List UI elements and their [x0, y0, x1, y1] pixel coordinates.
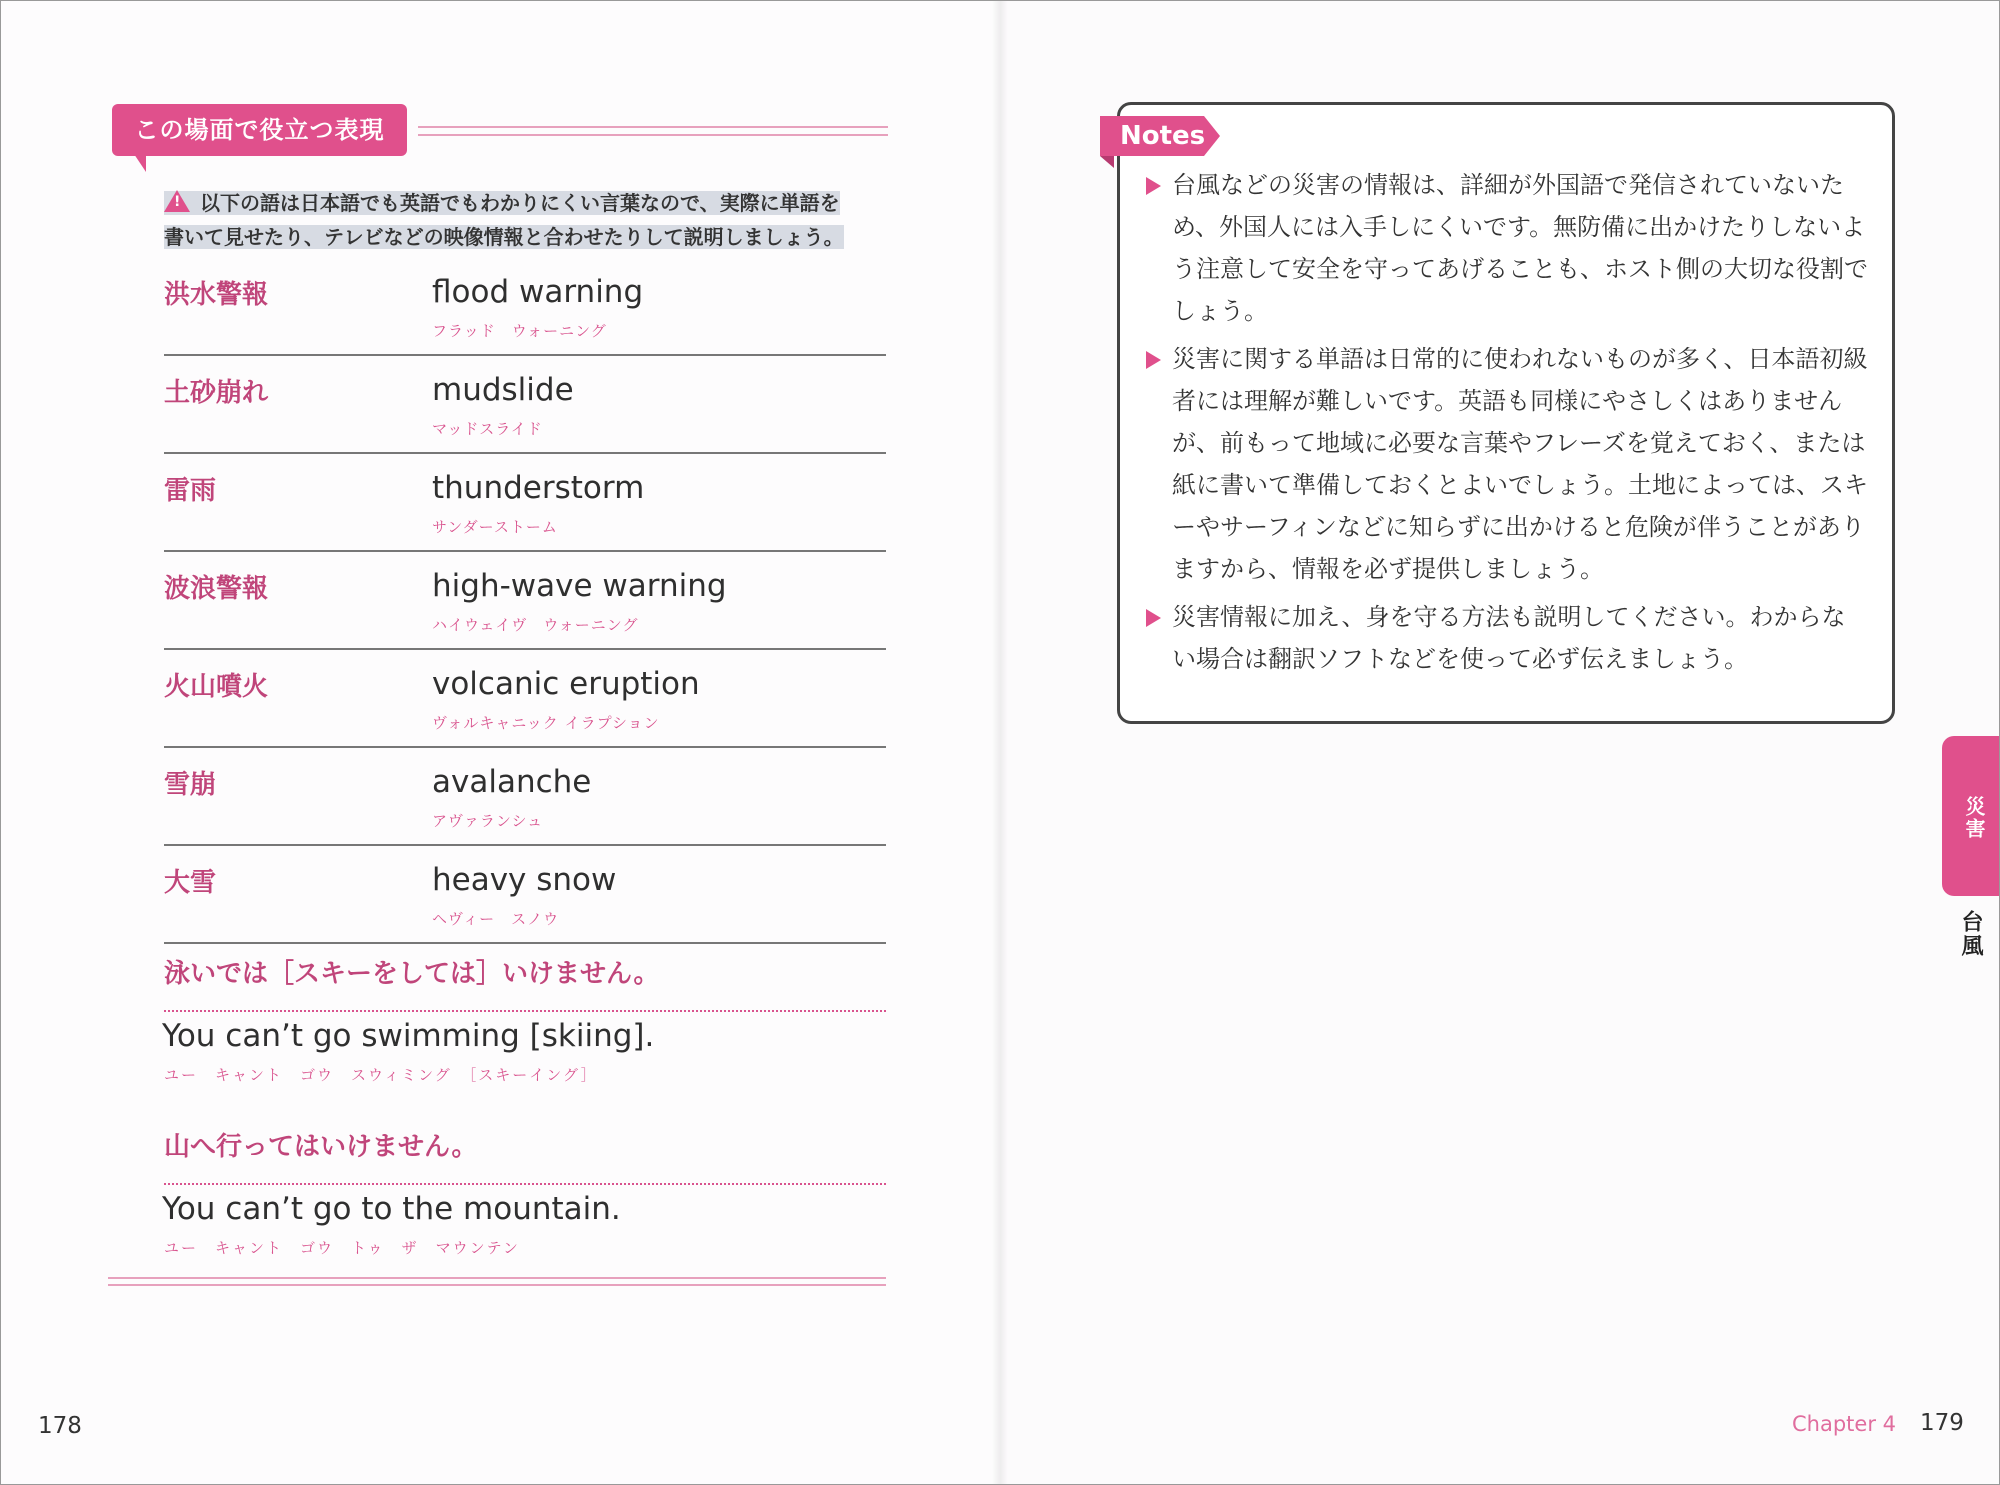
vocab-row: [164, 554, 886, 650]
warning-triangle-icon: [164, 190, 190, 212]
vocab-jp: 火山噴火: [164, 672, 269, 702]
note-item: [1146, 338, 1868, 590]
note-item: [1146, 596, 1868, 680]
vocab-en: heavy snow: [432, 862, 617, 898]
vocab-list: [164, 260, 886, 946]
side-tab-label: 災害: [1962, 796, 1986, 840]
vocab-kana: フラッド ウォーニング: [432, 322, 607, 340]
example-kana: ユー キャント ゴウ スウィミング ［スキーイング］: [164, 1066, 598, 1084]
vocab-en: volcanic eruption: [432, 666, 700, 702]
notice-line-1: 以下の語は日本語でも英語でもわかりにくい言葉なので、実際に単語を: [200, 191, 840, 215]
example-en: You can’t go to the mountain.: [162, 1191, 621, 1227]
vocab-kana: アヴァランシュ: [432, 812, 544, 830]
section-tag: この場面で役立つ表現: [112, 104, 407, 156]
vocab-kana: ハイウェイヴ ウォーニング: [432, 616, 639, 634]
notes-tag: Notes: [1100, 116, 1204, 156]
vocab-jp: 雷雨: [164, 476, 217, 506]
example-jp: 山へ行ってはいけません。: [164, 1132, 478, 1162]
triangle-arrow-icon: [1146, 351, 1161, 369]
page-number-left: 178: [38, 1413, 82, 1439]
notice-text: [164, 186, 844, 254]
vocab-en: thunderstorm: [432, 470, 645, 506]
triangle-arrow-icon: [1146, 177, 1161, 195]
vocab-en: avalanche: [432, 764, 592, 800]
example-divider: [164, 1010, 886, 1012]
example-divider: [164, 1183, 886, 1185]
vocab-row: [164, 260, 886, 356]
book-gutter: [992, 0, 1008, 1485]
vocab-jp: 洪水警報: [164, 280, 269, 310]
page-number-right: 179: [1920, 1410, 1964, 1436]
vocab-jp: 大雪: [164, 868, 217, 898]
vocab-row: [164, 848, 886, 944]
section-tag-rule: [418, 126, 888, 136]
vocab-kana: ヴォルキャニック イラプション: [432, 714, 660, 732]
note-text: 災害に関する単語は日常的に使われないものが多く、日本語初級者には理解が難しいです。英語も同様にやさしくはありませんが、前もって地域に必要な言葉やフレーズを覚えておく、または紙に書いて準備しておくとよいでしょう。土地によっては、スキーやサーフィンなどに知らずに出かけると危険が伴うことがありますから、情報を必ず提供しましょう。: [1172, 345, 1868, 583]
example-kana: ユー キャント ゴウ トゥ ザ マウンテン: [164, 1239, 520, 1257]
vocab-jp: 雪崩: [164, 770, 217, 800]
note-item: [1146, 164, 1868, 332]
vocab-en: mudslide: [432, 372, 574, 408]
vocab-row: [164, 358, 886, 454]
note-text: 台風などの災害の情報は、詳細が外国語で発信されていないため、外国人には入手しにくいです。無防備に出かけたりしないよう注意して安全を守ってあげることも、ホスト側の大切な役割でしょう。: [1172, 171, 1868, 325]
side-topic-label: 台風: [1958, 910, 1983, 958]
vocab-en: high-wave warning: [432, 568, 727, 604]
vocab-row: [164, 456, 886, 552]
section-tag-tail: [122, 154, 146, 172]
vocab-jp: 土砂崩れ: [164, 378, 269, 408]
vocab-jp: 波浪警報: [164, 574, 269, 604]
chapter-label: Chapter 4: [1792, 1412, 1896, 1436]
vocab-row: [164, 750, 886, 846]
example-en: You can’t go swimming [skiing].: [162, 1018, 655, 1054]
example-jp: 泳いでは［スキーをしては］いけません。: [164, 959, 660, 989]
note-text: 災害情報に加え、身を守る方法も説明してください。わからない場合は翻訳ソフトなどを使って必ず伝えましょう。: [1172, 603, 1846, 673]
notice-line-2: 書いて見せたり、テレビなどの映像情報と合わせたりして説明しましょう。: [164, 225, 844, 249]
vocab-en: flood warning: [432, 274, 644, 310]
section-end-rule: [108, 1277, 886, 1286]
side-index-tab: [1942, 736, 2000, 896]
vocab-kana: サンダーストーム: [432, 518, 558, 536]
vocab-kana: マッドスライド: [432, 420, 543, 438]
notes-tag-fold: [1100, 156, 1114, 168]
triangle-arrow-icon: [1146, 609, 1161, 627]
vocab-kana: ヘヴィー スノウ: [432, 910, 560, 928]
notes-list: [1146, 164, 1868, 686]
vocab-row: [164, 652, 886, 748]
